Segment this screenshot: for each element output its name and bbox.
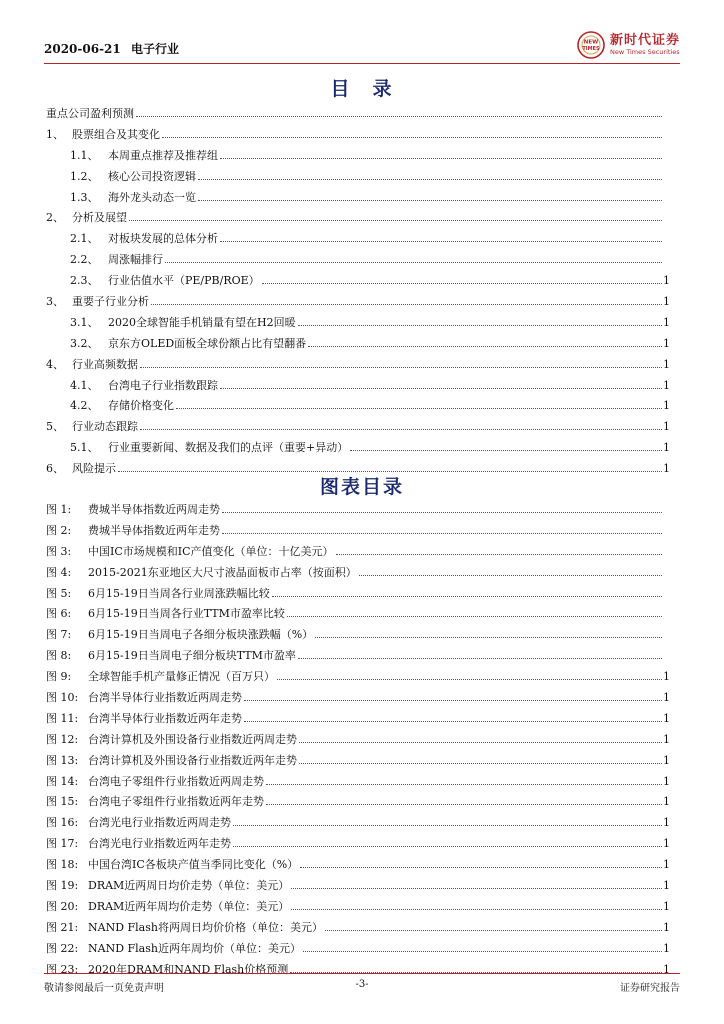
toc-dot-leader — [244, 700, 662, 701]
toc-title: 目 录 — [330, 78, 394, 100]
toc-dot-leader — [220, 241, 662, 242]
toc-entry-title: 台湾计算机及外围设备行业指数近两年走势 — [88, 753, 297, 767]
toc-dot-leader — [287, 616, 662, 617]
toc-dot-leader — [315, 637, 662, 638]
page-header — [44, 28, 680, 62]
toc-entry-page: 1 — [663, 336, 670, 350]
toc-entry-title: 费城半导体指数近两周走势 — [88, 503, 220, 516]
toc-entry-page: 1 — [663, 295, 670, 309]
toc-entry-number: 5.1、 — [70, 441, 99, 455]
toc-entry-page: 1 — [663, 941, 670, 955]
toc-entry-number: 4.1、 — [70, 378, 99, 392]
toc-entry-number: 2.2、 — [70, 253, 99, 267]
toc-entry-number: 图 4: — [46, 565, 72, 579]
toc-entry-number: 图 9: — [46, 670, 72, 684]
document-type: 证券研究报告 — [620, 983, 680, 994]
toc-entry-number: 图 7: — [46, 628, 72, 642]
toc-entry[interactable] — [46, 418, 670, 439]
toc-list — [46, 105, 670, 481]
toc-entry-title: 台湾半导体行业指数近两年走势 — [88, 711, 242, 725]
header-info — [44, 40, 179, 57]
toc-entry-title: 分析及展望 — [72, 211, 127, 225]
toc-entry-title: 本周重点推荐及推荐组 — [108, 148, 218, 162]
figure-toc-entry[interactable] — [46, 773, 670, 794]
toc-entry-page: 1 — [663, 858, 670, 872]
toc-entry-page: 1 — [663, 357, 670, 371]
toc-entry-page: 1 — [663, 691, 670, 705]
report-category: 电子行业 — [130, 42, 179, 56]
toc-dot-leader — [299, 763, 662, 764]
toc-dot-leader — [222, 533, 662, 534]
toc-dot-leader — [244, 721, 662, 722]
toc-dot-leader — [198, 200, 662, 201]
figure-toc-entry[interactable] — [46, 689, 670, 710]
toc-entry-title: 海外龙头动态一览 — [108, 190, 196, 204]
figure-toc-entry[interactable] — [46, 626, 670, 647]
toc-entry-title: 中国IC市场规模和IC产值变化（单位：十亿美元） — [88, 544, 334, 558]
figure-toc-entry[interactable] — [46, 543, 670, 564]
figure-toc-entry[interactable] — [46, 647, 670, 668]
toc-entry-title: DRAM近两年周均价走势（单位：美元） — [88, 899, 290, 913]
logo-text — [610, 34, 680, 56]
figure-toc-entry[interactable] — [46, 898, 670, 919]
toc-entry[interactable] — [46, 168, 670, 189]
toc-entry[interactable] — [46, 189, 670, 210]
toc-entry-number: 4.2、 — [70, 399, 99, 413]
toc-entry-page: 1 — [663, 441, 670, 455]
figure-toc-entry[interactable] — [46, 668, 670, 689]
toc-entry-number: 图 14: — [46, 774, 79, 788]
toc-entry-page: 1 — [663, 816, 670, 830]
toc-dot-leader — [262, 283, 662, 284]
toc-entry-page: 1 — [663, 795, 670, 809]
toc-entry-page: 1 — [663, 837, 670, 851]
toc-dot-leader — [299, 742, 662, 743]
toc-dot-leader — [129, 220, 662, 221]
toc-entry[interactable] — [46, 147, 670, 168]
header-divider — [44, 63, 680, 64]
toc-dot-leader — [198, 179, 662, 180]
toc-entry-title: 台湾电子零组件行业指数近两年走势 — [88, 795, 264, 809]
page-number: -3- — [355, 979, 369, 990]
toc-dot-leader — [220, 158, 662, 159]
toc-dot-leader — [162, 137, 662, 138]
footer-divider — [44, 973, 680, 974]
toc-entry-title: 6月15-19日当周电子各细分板块涨跌幅（%） — [88, 628, 314, 642]
toc-entry-title: 6月15-19日当周电子细分板块TTM市盈率 — [88, 649, 296, 663]
logo-company-name-en: New Times Securities — [609, 48, 680, 57]
toc-dot-leader — [325, 930, 662, 931]
toc-entry-number: 4、 — [46, 357, 64, 371]
toc-entry-title: 核心公司投资逻辑 — [108, 169, 196, 183]
toc-dot-leader — [298, 658, 662, 659]
toc-entry[interactable] — [46, 126, 670, 147]
figure-toc-entry[interactable] — [46, 814, 670, 835]
toc-dot-leader — [336, 554, 662, 555]
toc-entry-number: 图 13: — [46, 753, 79, 767]
toc-entry-title: 台湾半导体行业指数近两周走势 — [88, 691, 242, 705]
toc-entry[interactable] — [46, 335, 670, 356]
toc-entry-title: 对板块发展的总体分析 — [108, 232, 218, 246]
company-logo — [576, 28, 680, 62]
toc-entry-title: 台湾计算机及外围设备行业指数近两周走势 — [88, 732, 297, 746]
toc-entry-title: 费城半导体指数近两年走势 — [88, 523, 220, 537]
figure-toc-entry[interactable] — [46, 919, 670, 940]
toc-entry-number: 2.1、 — [70, 232, 99, 246]
toc-entry-number: 1.3、 — [70, 190, 99, 204]
toc-entry-number: 3.2、 — [70, 336, 99, 350]
toc-dot-leader — [359, 575, 662, 576]
toc-entry-page: 1 — [663, 962, 670, 976]
toc-entry-title: 台湾电子行业指数跟踪 — [108, 378, 218, 392]
toc-entry[interactable] — [46, 230, 670, 251]
figure-toc-entry[interactable] — [46, 564, 670, 585]
toc-entry-number: 图 15: — [46, 795, 79, 809]
toc-entry-title: NAND Flash将两周日均价价格（单位：美元） — [88, 920, 323, 934]
figure-toc-entry[interactable] — [46, 793, 670, 814]
toc-entry-number: 1、 — [46, 127, 64, 141]
toc-entry-number: 图 11: — [46, 711, 79, 725]
toc-entry-number: 3.1、 — [70, 315, 99, 329]
toc-dot-leader — [233, 825, 662, 826]
toc-entry[interactable] — [46, 439, 670, 460]
figure-toc-entry[interactable] — [46, 501, 670, 522]
toc-dot-leader — [140, 429, 662, 430]
toc-entry-title: 台湾光电行业指数近两周走势 — [88, 816, 231, 830]
toc-entry-number: 图 21: — [46, 920, 79, 934]
toc-dot-leader — [303, 951, 662, 952]
toc-dot-leader — [220, 388, 662, 389]
toc-entry-title: 重要子行业分析 — [72, 295, 149, 309]
toc-entry-number: 图 6: — [46, 607, 72, 621]
toc-entry-title: 京东方OLED面板全球份额占比有望翻番 — [108, 336, 307, 350]
toc-entry-page: 1 — [663, 899, 670, 913]
toc-entry-number: 图 2: — [46, 523, 72, 537]
toc-dot-leader — [266, 804, 662, 805]
toc-entry-title: 中国台湾IC各板块产值当季同比变化（%） — [88, 858, 299, 872]
toc-entry-page: 1 — [663, 315, 670, 329]
toc-entry[interactable] — [46, 293, 670, 314]
toc-entry-number: 图 18: — [46, 858, 79, 872]
toc-dot-leader — [291, 909, 662, 910]
figure-toc-entry[interactable] — [46, 522, 670, 543]
toc-entry[interactable] — [46, 356, 670, 377]
figure-toc-entry[interactable] — [46, 856, 670, 877]
toc-entry-page: 1 — [663, 774, 670, 788]
toc-entry-page: 1 — [663, 462, 670, 476]
toc-dot-leader — [140, 367, 662, 368]
toc-entry-number: 图 10: — [46, 691, 79, 705]
toc-entry-page: 1 — [663, 711, 670, 725]
toc-entry-title: 重点公司盈利预测 — [46, 107, 134, 120]
figure-toc-entry[interactable] — [46, 835, 670, 856]
toc-dot-leader — [300, 867, 662, 868]
toc-entry-number: 图 8: — [46, 649, 72, 663]
toc-entry-number: 3、 — [46, 295, 64, 309]
toc-dot-leader — [151, 304, 662, 305]
svg-text:NEW: NEW — [583, 39, 599, 46]
toc-entry-title: 行业动态跟踪 — [72, 420, 138, 434]
toc-dot-leader — [165, 262, 662, 263]
toc-entry-number: 图 23: — [46, 962, 79, 976]
toc-dot-leader — [272, 596, 662, 597]
figures-toc-list — [46, 501, 670, 981]
toc-entry-title: 存储价格变化 — [108, 399, 174, 413]
toc-entry-title: NAND Flash近两年周均价（单位：美元） — [88, 941, 301, 955]
toc-entry-number: 图 17: — [46, 837, 79, 851]
toc-entry[interactable] — [46, 209, 670, 230]
toc-entry[interactable] — [46, 377, 670, 398]
toc-entry-page: 1 — [663, 920, 670, 934]
toc-entry-page: 1 — [663, 879, 670, 893]
toc-entry-title: 行业重要新闻、数据及我们的点评（重要+异动） — [108, 441, 349, 455]
toc-entry-title: 周涨幅排行 — [108, 253, 163, 267]
figure-toc-entry[interactable] — [46, 877, 670, 898]
toc-entry-number: 2.3、 — [70, 274, 99, 288]
toc-dot-leader — [291, 888, 662, 889]
figures-toc-title: 图表目录 — [319, 476, 404, 498]
toc-entry-title: 行业估值水平（PE/PB/ROE） — [108, 274, 260, 288]
toc-entry-title: 股票组合及其变化 — [72, 127, 160, 141]
toc-entry[interactable] — [46, 397, 670, 418]
toc-dot-leader — [233, 846, 662, 847]
toc-entry-title: 2015-2021东亚地区大尺寸液晶面板市占率（按面积） — [88, 565, 357, 579]
figure-toc-entry[interactable] — [46, 752, 670, 773]
figure-toc-entry[interactable] — [46, 940, 670, 961]
toc-entry-page: 1 — [663, 274, 670, 288]
toc-entry-title: 台湾光电行业指数近两年走势 — [88, 837, 231, 851]
report-date: 2020-06-21 — [44, 42, 121, 56]
toc-entry-number: 图 3: — [46, 544, 72, 558]
disclaimer-note: 敬请参阅最后一页免责声明 — [44, 983, 164, 994]
toc-entry-title: DRAM近两周日均价走势（单位：美元） — [88, 879, 290, 893]
svg-text:TIMES: TIMES — [582, 46, 600, 52]
toc-entry-title: 6月15-19日当周各行业TTM市盈率比较 — [88, 607, 285, 621]
figure-toc-entry[interactable] — [46, 710, 670, 731]
toc-entry-number: 图 22: — [46, 941, 79, 955]
toc-dot-leader — [298, 325, 662, 326]
toc-dot-leader — [350, 450, 662, 451]
toc-entry-number: 5、 — [46, 420, 64, 434]
toc-entry-number: 图 1: — [46, 503, 72, 516]
toc-entry-page: 1 — [663, 420, 670, 434]
toc-entry-number: 1.1、 — [70, 148, 99, 162]
toc-dot-leader — [277, 679, 662, 680]
toc-dot-leader — [308, 346, 662, 347]
toc-entry-title: 全球智能手机产量修正情况（百万只） — [88, 670, 275, 684]
toc-entry[interactable] — [46, 272, 670, 293]
toc-dot-leader — [136, 116, 662, 117]
toc-entry-page: 1 — [663, 670, 670, 684]
toc-entry-title: 台湾电子零组件行业指数近两周走势 — [88, 774, 264, 788]
toc-entry-number: 图 12: — [46, 732, 79, 746]
figure-toc-entry[interactable] — [46, 585, 670, 606]
toc-dot-leader — [222, 512, 662, 513]
toc-entry-number: 2、 — [46, 211, 64, 225]
toc-entry-number: 图 19: — [46, 879, 79, 893]
toc-entry-page: 1 — [663, 753, 670, 767]
toc-entry-title: 2020全球智能手机销量有望在H2回暖 — [108, 315, 296, 329]
toc-entry-number: 1.2、 — [70, 169, 99, 183]
toc-entry-title: 6月15-19日当周各行业周涨跌幅比较 — [88, 586, 270, 600]
toc-dot-leader — [266, 784, 662, 785]
toc-entry-page: 1 — [663, 399, 670, 413]
toc-entry[interactable] — [46, 314, 670, 335]
toc-entry-title: 行业高频数据 — [72, 357, 138, 371]
figure-toc-entry[interactable] — [46, 605, 670, 626]
toc-entry[interactable] — [46, 105, 670, 126]
toc-entry[interactable] — [46, 251, 670, 272]
toc-entry-title: 风险提示 — [72, 462, 116, 476]
toc-entry-page: 1 — [663, 378, 670, 392]
toc-entry-number: 图 5: — [46, 586, 72, 600]
logo-company-name: 新时代证券 — [609, 33, 680, 49]
toc-entry-title: 2020年DRAM和NAND Flash价格预测 — [88, 962, 289, 976]
toc-entry-number: 图 20: — [46, 899, 79, 913]
toc-entry-number: 6、 — [46, 462, 64, 476]
toc-entry-number: 图 16: — [46, 816, 79, 830]
toc-dot-leader — [176, 408, 662, 409]
toc-entry-page: 1 — [663, 732, 670, 746]
figure-toc-entry[interactable] — [46, 731, 670, 752]
new-times-logo-icon — [576, 30, 606, 60]
